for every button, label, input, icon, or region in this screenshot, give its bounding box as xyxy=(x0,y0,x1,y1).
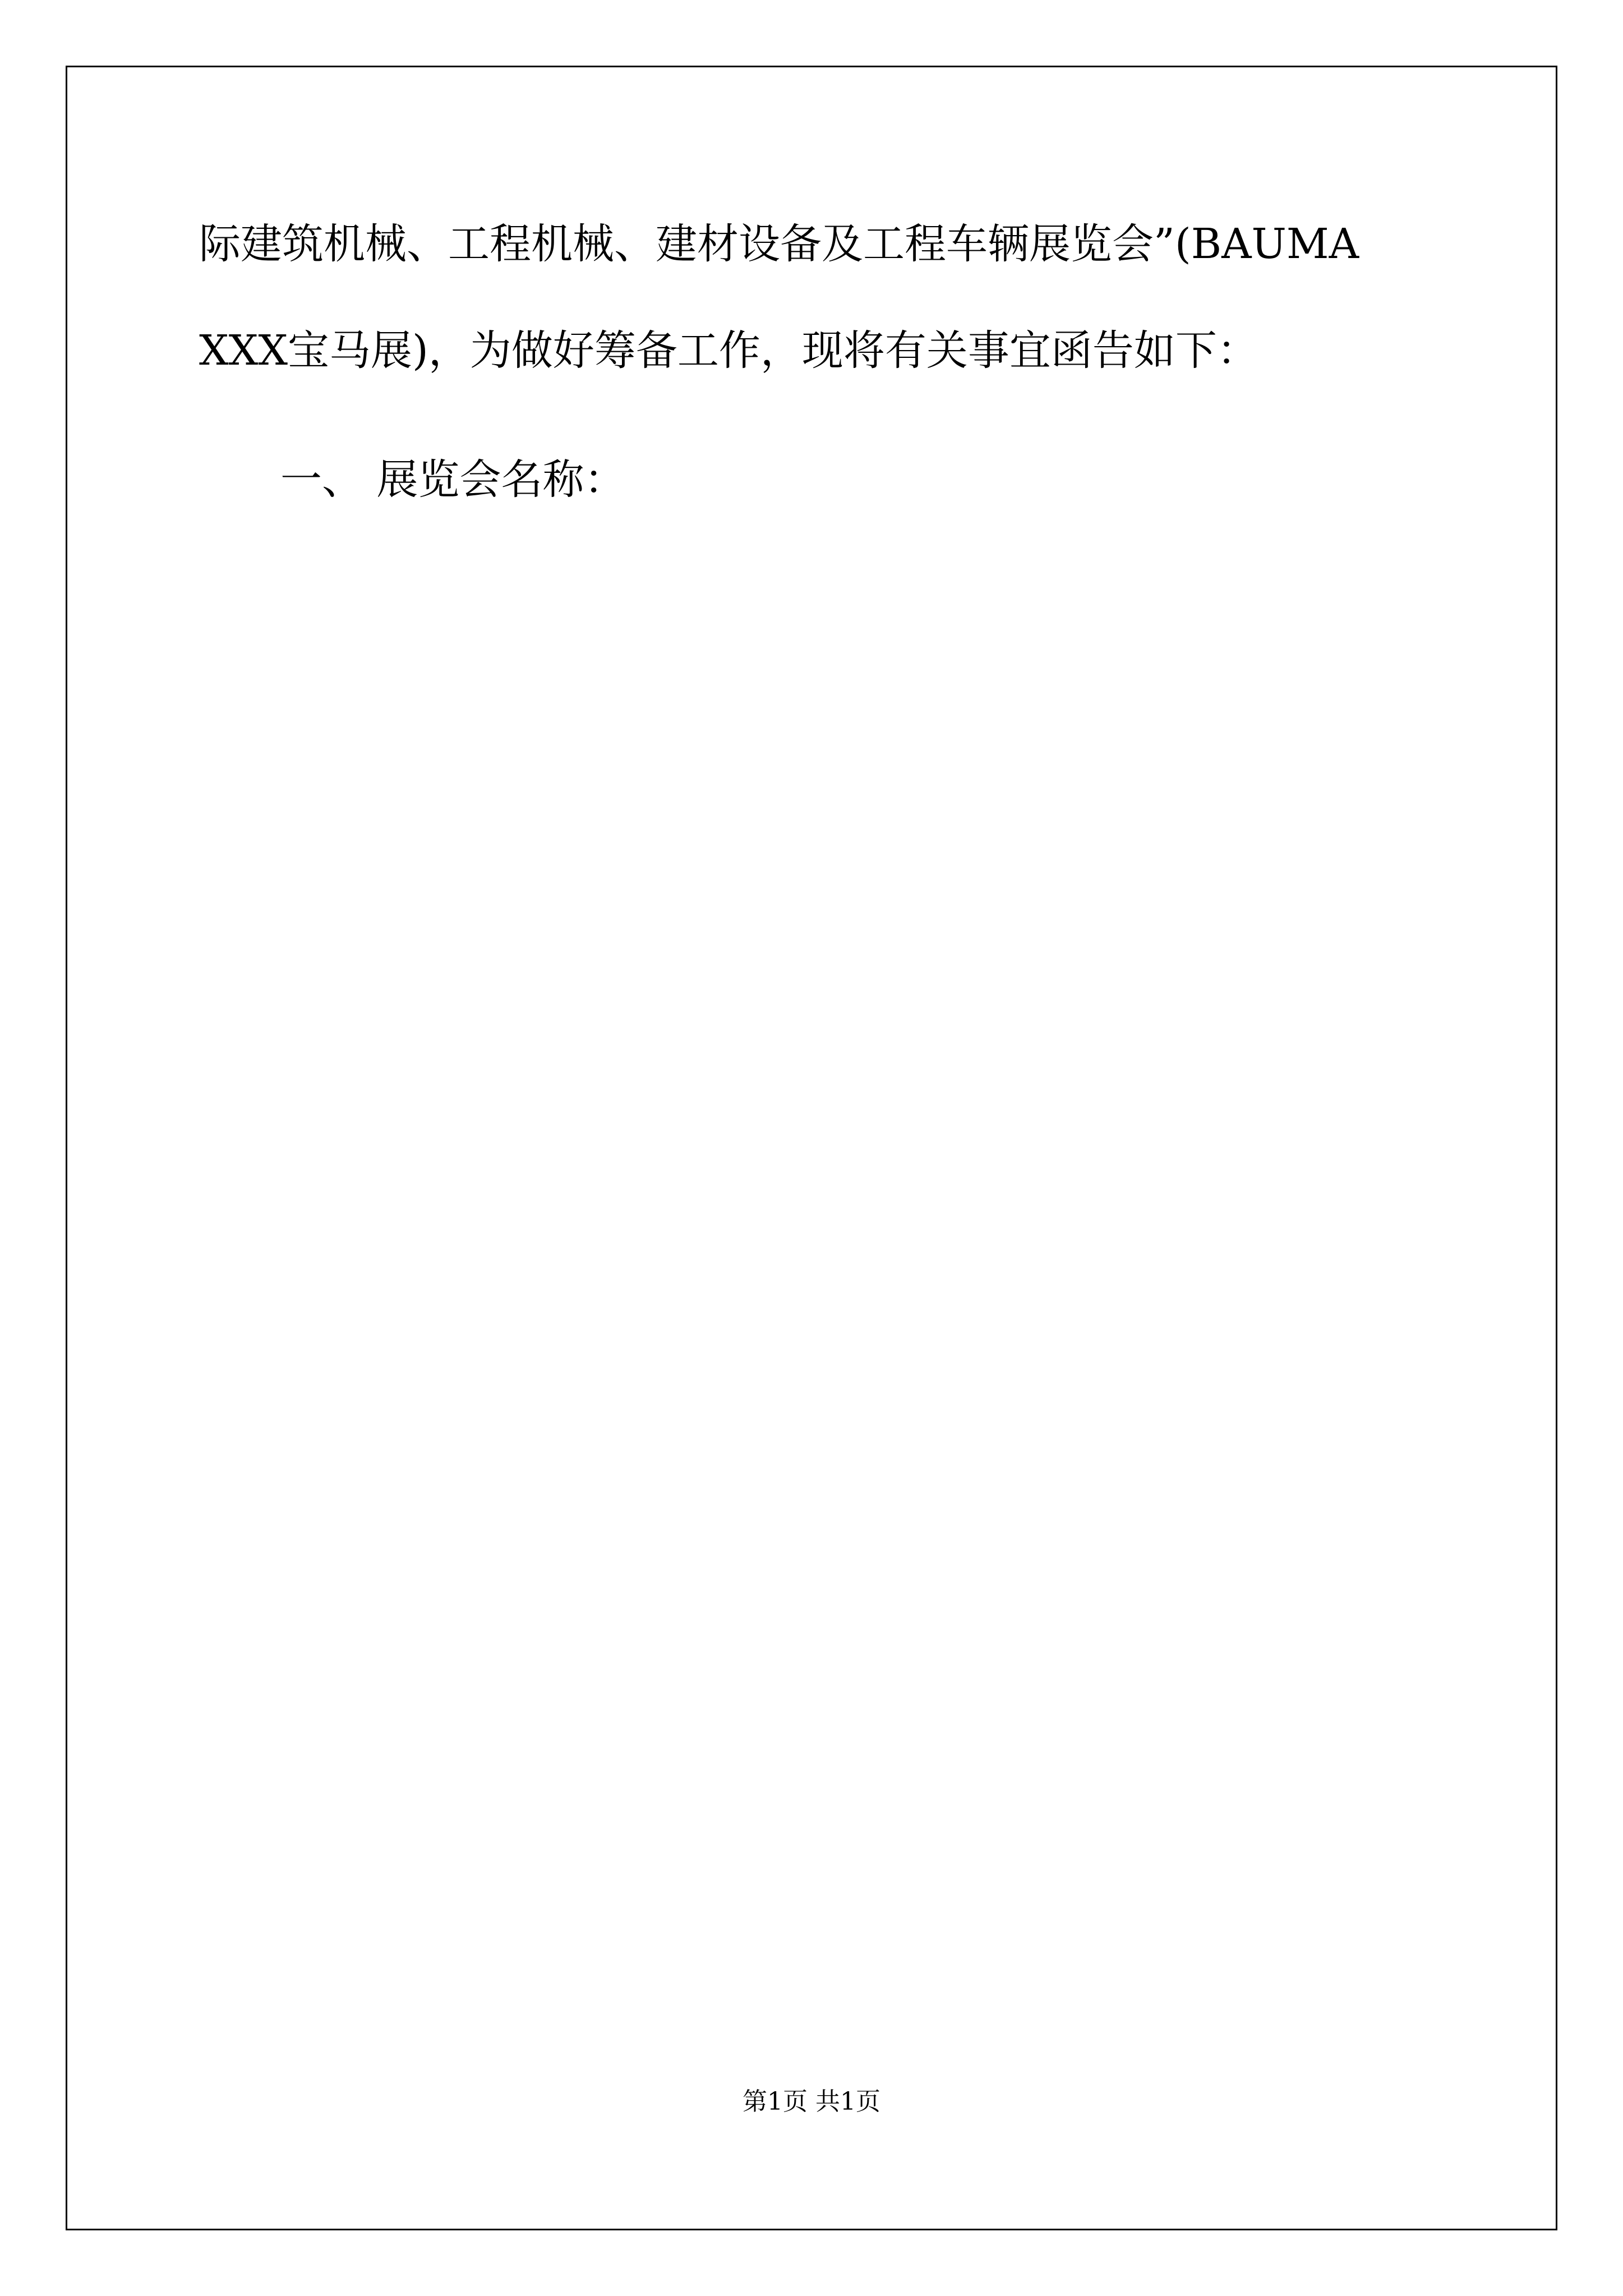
page-footer: 第1页 共1页 xyxy=(743,2087,880,2116)
section-1-heading: 一、 展览会名称： xyxy=(280,455,626,504)
paragraph-intro: 际建筑机械、工程机械、建材设备及工程车辆展览会”(BAUMA XXX宝马展)，为做好筹备工作，现将有关事宜函告如下： xyxy=(199,220,1359,375)
